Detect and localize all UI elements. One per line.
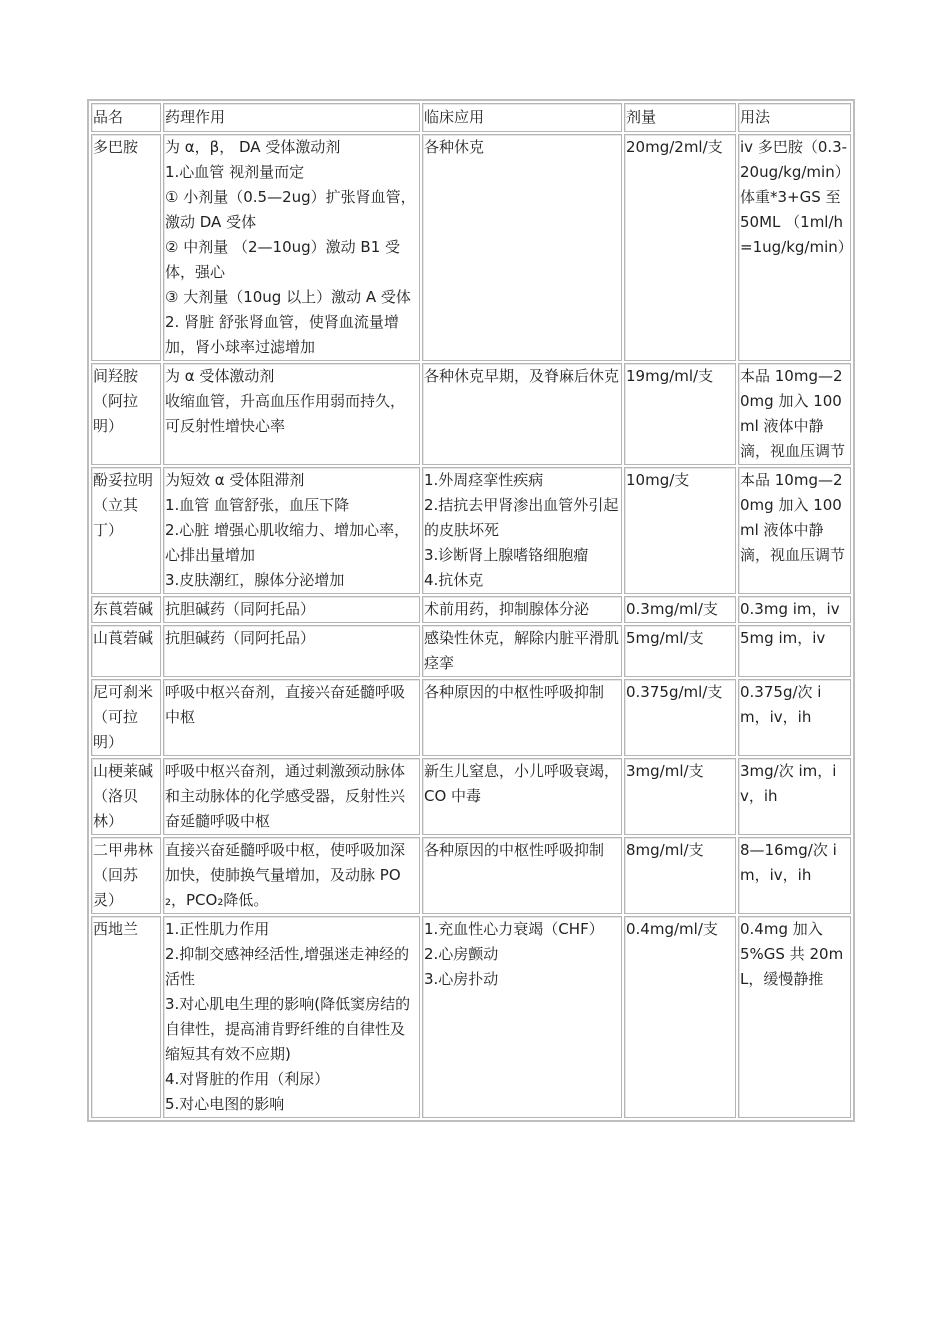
table-body — [91, 134, 851, 1118]
cell-line: 2.抑制交感神经活性,增强迷走神经的活性 — [165, 945, 410, 988]
cell-usage — [738, 363, 851, 465]
cell-line: 间羟胺（阿拉明） — [93, 367, 139, 435]
cell-action — [163, 758, 420, 835]
cell-dose — [624, 363, 736, 465]
cell-line: 各种休克早期，及脊麻后休克 — [424, 367, 620, 385]
header-usage: 用法 — [738, 103, 851, 132]
header-action: 药理作用 — [163, 103, 420, 132]
cell-clinical — [422, 916, 622, 1118]
cell-line: 各种休克 — [424, 138, 485, 156]
cell-name — [91, 134, 161, 361]
cell-line: 3.诊断肾上腺嗜铬细胞瘤 — [424, 546, 589, 564]
cell-line: 二甲弗林（回苏灵） — [93, 841, 154, 909]
cell-name — [91, 758, 161, 835]
cell-action — [163, 596, 420, 623]
cell-line: 5mg/ml/支 — [626, 629, 704, 647]
cell-line: 19mg/ml/支 — [626, 367, 714, 385]
cell-line: 为短效 α 受体阻滞剂 — [165, 471, 305, 489]
cell-dose — [624, 916, 736, 1118]
header-row — [91, 103, 851, 132]
table-row — [91, 134, 851, 361]
cell-line: 山梗莱碱（洛贝林） — [93, 762, 154, 830]
cell-line: 3.对心肌电生理的影响(降低窦房结的自律性，提高浦肯野纤维的自律性及缩短其有效不应期) — [165, 995, 411, 1063]
document-page — [87, 99, 853, 1122]
cell-line: 各种原因的中枢性呼吸抑制 — [424, 841, 605, 859]
cell-line: 2.心脏 增强心肌收缩力、增加心率，心排出量增加 — [165, 521, 410, 564]
header-clinical: 临床应用 — [422, 103, 622, 132]
cell-line: 3mg/ml/支 — [626, 762, 704, 780]
table-row — [91, 596, 851, 623]
cell-usage — [738, 758, 851, 835]
cell-action — [163, 679, 420, 756]
cell-usage — [738, 679, 851, 756]
cell-line: 术前用药，抑制腺体分泌 — [424, 600, 590, 618]
cell-name — [91, 679, 161, 756]
cell-line: 8mg/ml/支 — [626, 841, 704, 859]
cell-line: 2.心房颤动 — [424, 945, 499, 963]
cell-line: 0.375g/次 im，iv，ih — [740, 683, 822, 726]
cell-line: 本品 10mg—20mg 加入 100ml 液体中静滴，视血压调节 — [740, 471, 846, 564]
cell-clinical — [422, 758, 622, 835]
cell-line: 抗胆碱药（同阿托品） — [165, 629, 316, 647]
cell-line: 3.心房扑动 — [424, 970, 499, 988]
cell-line: 尼可刹米（可拉明） — [93, 683, 154, 751]
cell-line: 10mg/支 — [626, 471, 690, 489]
cell-line: 直接兴奋延髓呼吸中枢，使呼吸加深加快，使肺换气量增加，及动脉 PO₂，PCO₂降低。 — [165, 841, 406, 909]
cell-dose — [624, 134, 736, 361]
cell-line: ③ 大剂量（10ug 以上）激动 A 受体 — [165, 288, 411, 306]
cell-usage — [738, 916, 851, 1118]
cell-line: 1.充血性心力衰竭（CHF） — [424, 920, 604, 938]
table-row — [91, 467, 851, 594]
header-name: 品名 — [91, 103, 161, 132]
cell-dose — [624, 837, 736, 914]
cell-clinical — [422, 837, 622, 914]
cell-line: 0.375g/ml/支 — [626, 683, 723, 701]
cell-line: 1.外周痉挛性疾病 — [424, 471, 544, 489]
cell-line: 为 α，β， DA 受体激动剂 — [165, 138, 341, 156]
cell-action — [163, 467, 420, 594]
cell-name — [91, 596, 161, 623]
cell-line: 5.对心电图的影响 — [165, 1095, 285, 1113]
drug-table — [87, 99, 855, 1122]
cell-line: 本品 10mg—20mg 加入 100ml 液体中静滴，视血压调节 — [740, 367, 846, 460]
cell-name — [91, 837, 161, 914]
table-row — [91, 363, 851, 465]
cell-dose — [624, 625, 736, 677]
cell-clinical — [422, 596, 622, 623]
table-row — [91, 837, 851, 914]
cell-line: 2.拮抗去甲肾渗出血管外引起的皮肤坏死 — [424, 496, 619, 539]
cell-action — [163, 363, 420, 465]
cell-usage — [738, 467, 851, 594]
cell-clinical — [422, 625, 622, 677]
cell-action — [163, 916, 420, 1118]
cell-action — [163, 625, 420, 677]
cell-line: ② 中剂量 （2—10ug）激动 B1 受体，强心 — [165, 238, 401, 281]
cell-line: iv 多巴胺（0.3-20ug/kg/min）体重*3+GS 至 50ML （1ml/h=1ug/kg/min） — [740, 138, 853, 256]
cell-name — [91, 363, 161, 465]
cell-name — [91, 625, 161, 677]
cell-line: 东莨菪碱 — [93, 600, 154, 618]
cell-line: 20mg/2ml/支 — [626, 138, 723, 156]
cell-line: 1.血管 血管舒张，血压下降 — [165, 496, 350, 514]
cell-clinical — [422, 363, 622, 465]
cell-clinical — [422, 134, 622, 361]
cell-clinical — [422, 467, 622, 594]
cell-usage — [738, 134, 851, 361]
cell-usage — [738, 625, 851, 677]
table-row — [91, 679, 851, 756]
cell-dose — [624, 467, 736, 594]
cell-line: 呼吸中枢兴奋剂，通过刺激颈动脉体和主动脉体的化学感受器，反射性兴奋延髓呼吸中枢 — [165, 762, 406, 830]
cell-line: 收缩血管，升高血压作用弱而持久，可反射性增快心率 — [165, 392, 406, 435]
cell-line: 为 α 受体激动剂 — [165, 367, 275, 385]
cell-line: 西地兰 — [93, 920, 139, 938]
cell-line: 感染性休克，解除内脏平滑肌痉挛 — [424, 629, 620, 672]
cell-line: 2. 肾脏 舒张肾血管，使肾血流量增加，肾小球率过滤增加 — [165, 313, 399, 356]
cell-dose — [624, 596, 736, 623]
cell-line: 酚妥拉明（立其丁） — [93, 471, 154, 539]
cell-line: 呼吸中枢兴奋剂，直接兴奋延髓呼吸中枢 — [165, 683, 406, 726]
cell-line: 0.4mg/ml/支 — [626, 920, 718, 938]
cell-action — [163, 134, 420, 361]
cell-line: 3mg/次 im，iv，ih — [740, 762, 837, 805]
cell-line: 山莨菪碱 — [93, 629, 154, 647]
cell-usage — [738, 596, 851, 623]
cell-dose — [624, 679, 736, 756]
cell-line: 新生儿窒息，小儿呼吸衰竭，CO 中毒 — [424, 762, 620, 805]
cell-line: ① 小剂量（0.5—2ug）扩张肾血管，激动 DA 受体 — [165, 188, 416, 231]
cell-name — [91, 467, 161, 594]
cell-usage — [738, 837, 851, 914]
header-dose: 剂量 — [624, 103, 736, 132]
cell-name — [91, 916, 161, 1118]
cell-line: 8—16mg/次 im，iv，ih — [740, 841, 837, 884]
cell-line: 4.对肾脏的作用（利尿） — [165, 1070, 330, 1088]
table-row — [91, 758, 851, 835]
cell-dose — [624, 758, 736, 835]
cell-action — [163, 837, 420, 914]
table-row — [91, 625, 851, 677]
cell-line: 各种原因的中枢性呼吸抑制 — [424, 683, 605, 701]
cell-line: 1.心血管 视剂量而定 — [165, 163, 305, 181]
cell-line: 4.抗休克 — [424, 571, 484, 589]
cell-line: 多巴胺 — [93, 138, 139, 156]
cell-line: 5mg im，iv — [740, 629, 826, 647]
cell-line: 抗胆碱药（同阿托品） — [165, 600, 316, 618]
cell-line: 0.3mg/ml/支 — [626, 600, 718, 618]
cell-clinical — [422, 679, 622, 756]
cell-line: 1.正性肌力作用 — [165, 920, 270, 938]
table-row — [91, 916, 851, 1118]
cell-line: 3.皮肤潮红，腺体分泌增加 — [165, 571, 345, 589]
cell-line: 0.4mg 加入 5%GS 共 20mL，缓慢静推 — [740, 920, 844, 988]
cell-line: 0.3mg im，iv — [740, 600, 840, 618]
